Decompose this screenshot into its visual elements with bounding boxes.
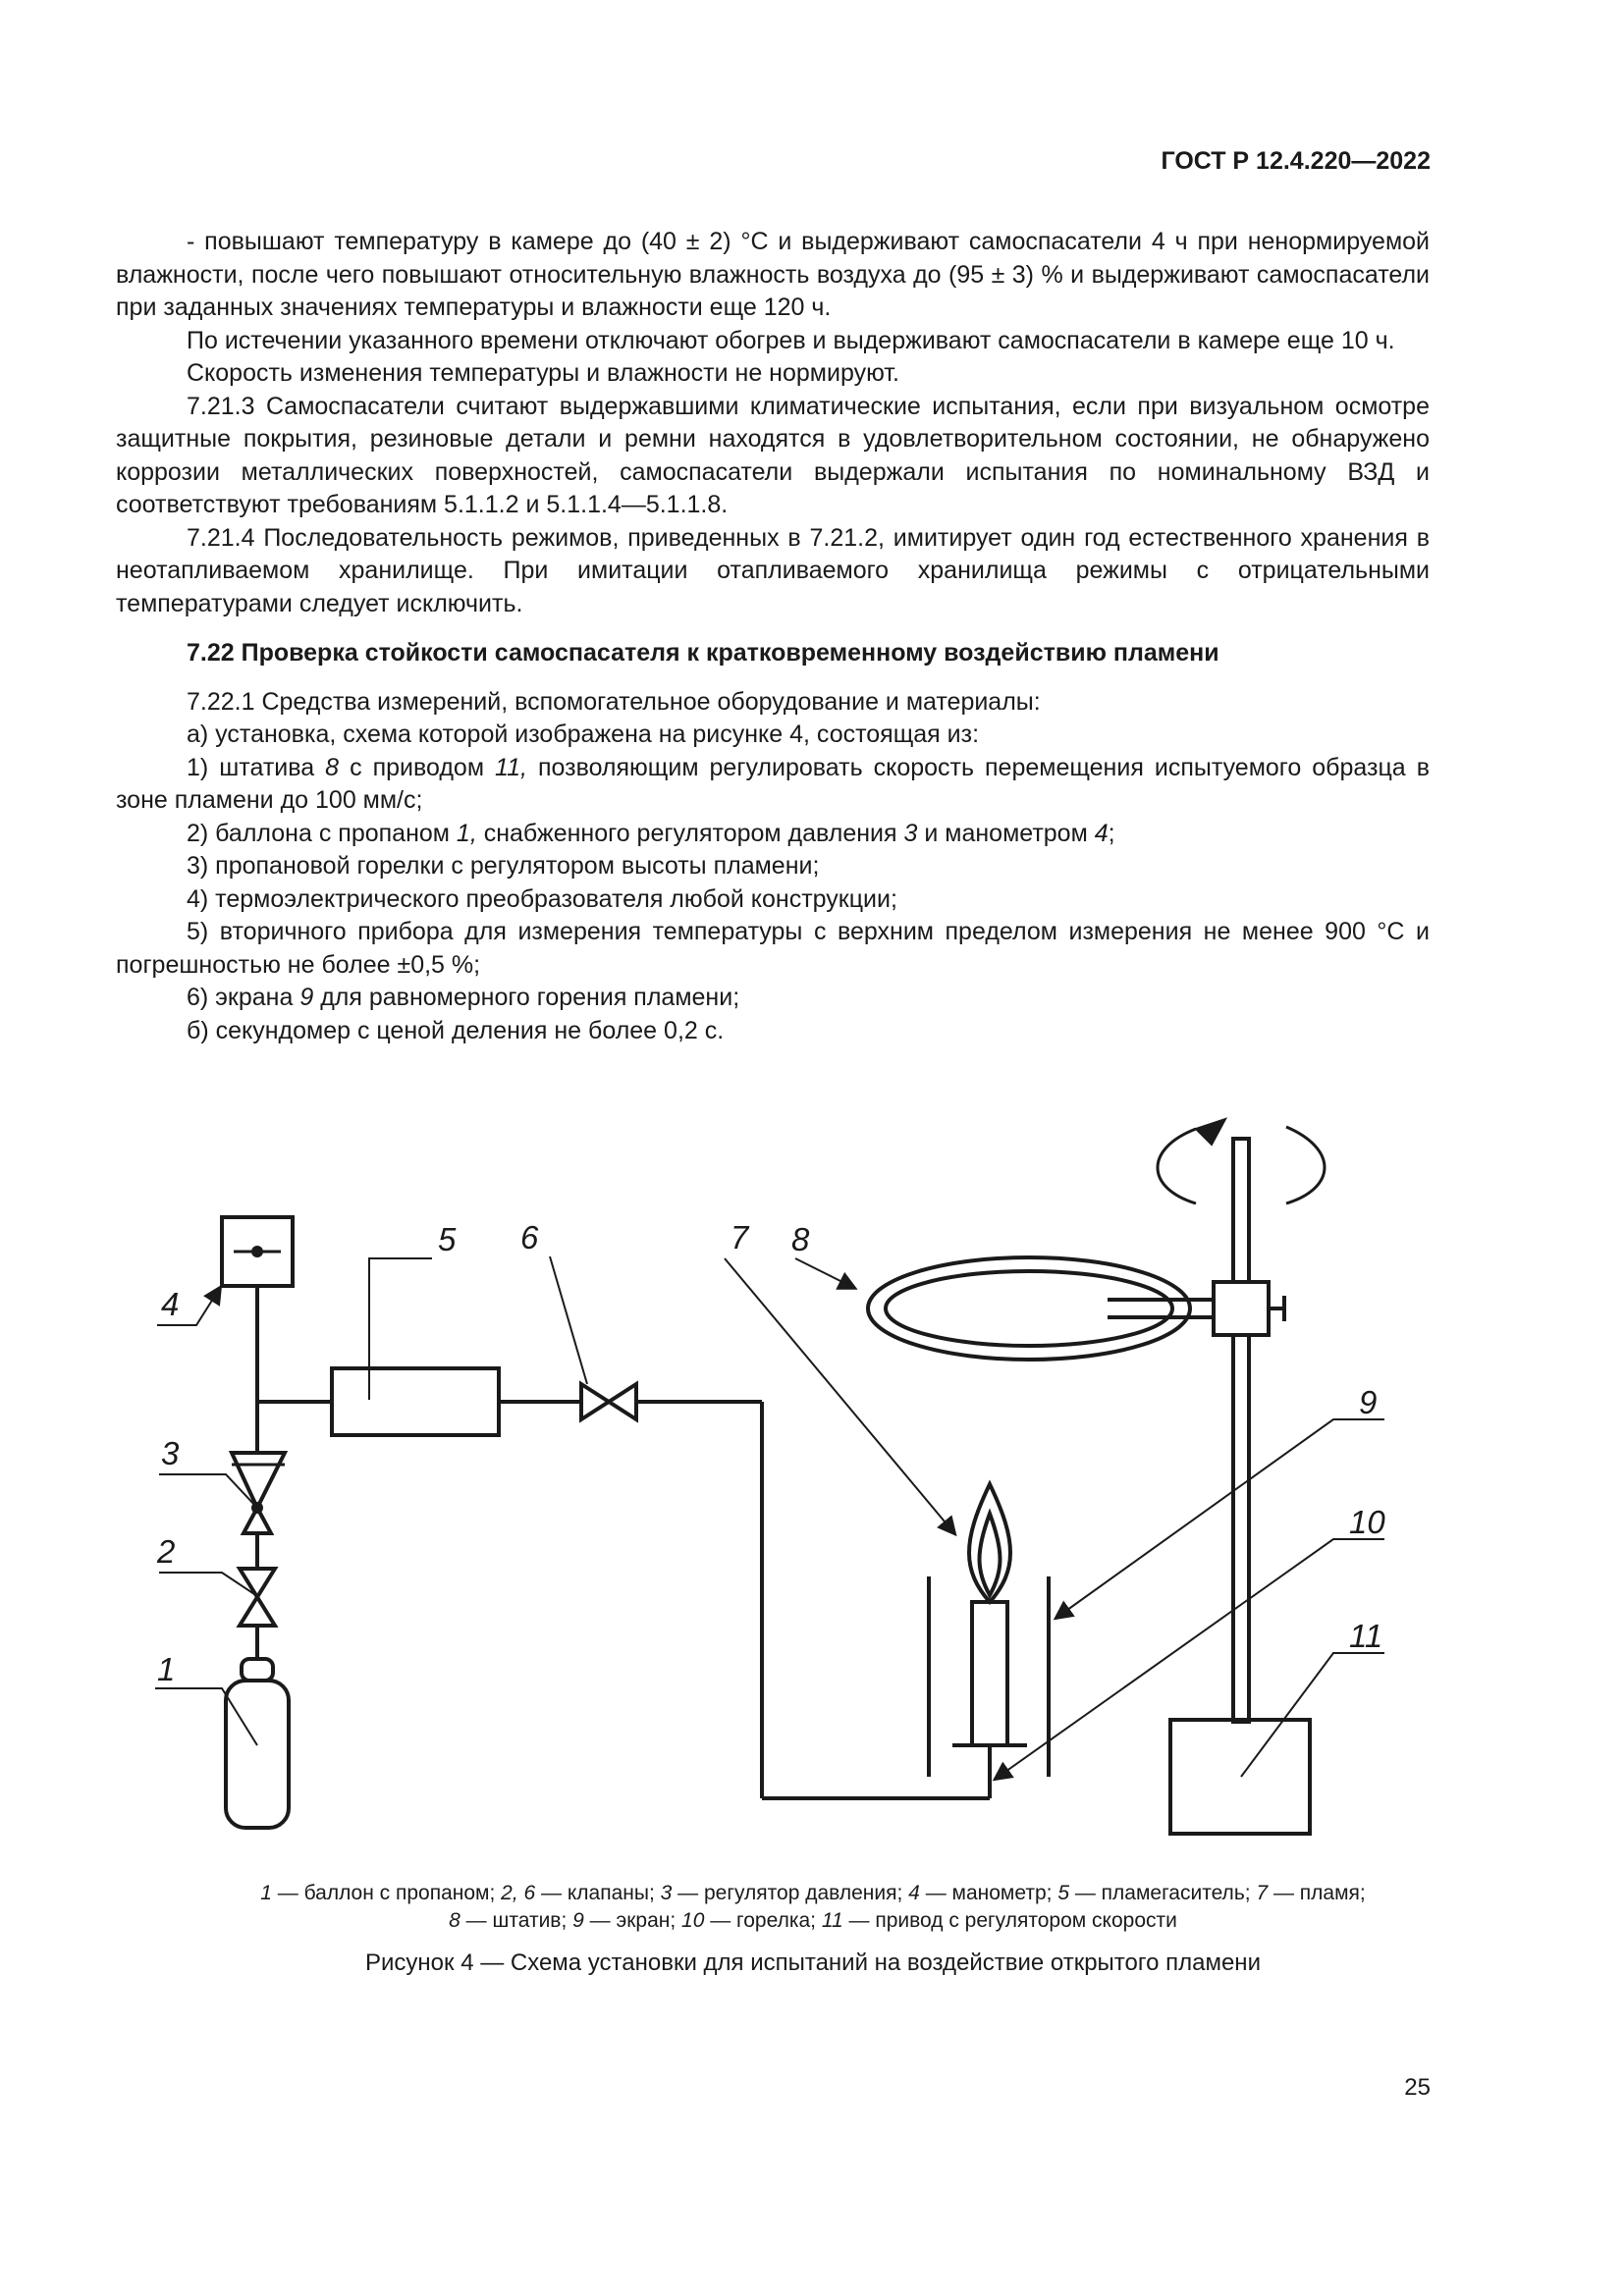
figure-legend: 1 — баллон с пропаном; 2, 6 — клапаны; 3 — регулятор давления; 4 — манометр; 5 — пламегаситель; 7 — пламя; 8 — штатив; 9 — экран; 10 — горелка; 11 — привод с регулятором скорости: [260, 1882, 1366, 1932]
paragraph: 7.22.1 Средства измерений, вспомогательное оборудование и материалы:: [187, 687, 1041, 716]
section-heading: 7.22 Проверка стойкости самоспасателя к кратковременному воздействию пламени: [187, 639, 1219, 667]
body-text: [116, 226, 1430, 1047]
paragraph: Скорость изменения температуры и влажности не нормируют.: [187, 359, 899, 387]
flame: [969, 1484, 1010, 1602]
paragraph: а) установка, схема которой изображена на рисунке 4, состоящая из:: [187, 721, 980, 748]
speed-drive: [1170, 1720, 1310, 1834]
flame-arrester: [332, 1368, 499, 1435]
valve-2: [240, 1569, 275, 1626]
label-5: 5: [438, 1221, 457, 1257]
label-4: 4: [161, 1286, 180, 1322]
clamp: [1214, 1282, 1269, 1335]
label-11: 11: [1349, 1618, 1383, 1654]
label-2: 2: [157, 1533, 176, 1570]
stand-rod: [1233, 1139, 1249, 1722]
list-item: 4) термоэлектрического преобразователя любой конструкции;: [187, 884, 897, 913]
label-8: 8: [791, 1221, 810, 1257]
label-9: 9: [1359, 1384, 1378, 1420]
paragraph: 7.21.3 Самоспасатели считают выдержавшими климатические испытания, если при визуальном осмотре защитные покрытия, резиновые детали и ремни находятся в удовлетворительном состоянии, не обнаружено коррозии металлических поверхностей, самоспасатели выдержали испытания по номинальному ВЗД и соответствуют требованиям 5.1.1.2 и 5.1.1.4—5.1.1.8.: [116, 392, 1430, 518]
label-7: 7: [731, 1219, 749, 1255]
setup-diagram: [0, 1090, 1624, 1865]
list-item: 6) экрана 9 для равномерного горения пламени;: [187, 984, 740, 1011]
page-number: 25: [1404, 2074, 1431, 2101]
list-item: 2) баллона с пропаном 1, снабженного регулятором давления 3 и манометром 4;: [187, 819, 1115, 847]
paragraph: По истечении указанного времени отключают обогрев и выдерживают самоспасатели в камере еще 10 ч.: [187, 326, 1395, 354]
label-1: 1: [157, 1651, 176, 1687]
paragraph: б) секундомер с ценой деления не более 0,2 с.: [187, 1016, 725, 1044]
burner: [972, 1602, 1007, 1745]
list-item: 1) штатива 8 с приводом 11, позволяющим регулировать скорость перемещения испытуемого образца в зоне пламени до 100 мм/с;: [116, 753, 1430, 814]
propane-cylinder: [242, 1659, 273, 1681]
figure-caption: Рисунок 4 — Схема установки для испытаний на воздействие открытого пламени: [365, 1949, 1261, 1976]
label-3: 3: [161, 1435, 180, 1471]
paragraph: 7.21.4 Последовательность режимов, приведенных в 7.21.2, имитирует один год естественного хранения в неотапливаемом хранилище. При имитации отапливаемого хранилища режимы с отрицательными температурами следует исключить.: [116, 523, 1430, 617]
pressure-regulator: [232, 1453, 285, 1508]
document-code: ГОСТ Р 12.4.220—2022: [1161, 147, 1431, 175]
list-item: 5) вторичного прибора для измерения температуры с верхним пределом измерения не менее 900 °С и погрешностью не более ±0,5 %;: [116, 918, 1430, 979]
label-6: 6: [520, 1219, 539, 1255]
list-item: 3) пропановой горелки с регулятором высоты пламени;: [187, 852, 820, 880]
valve-6: [581, 1384, 636, 1419]
label-10: 10: [1349, 1504, 1385, 1540]
paragraph: - повышают температуру в камере до (40 ± 2) °С и выдерживают самоспасатели 4 ч при ненормируемой влажности, после чего повышают относительную влажность воздуха до (95 ± 3) % и выдерживают самоспасатели при заданных значениях температуры и влажности еще 120 ч.: [116, 228, 1430, 321]
